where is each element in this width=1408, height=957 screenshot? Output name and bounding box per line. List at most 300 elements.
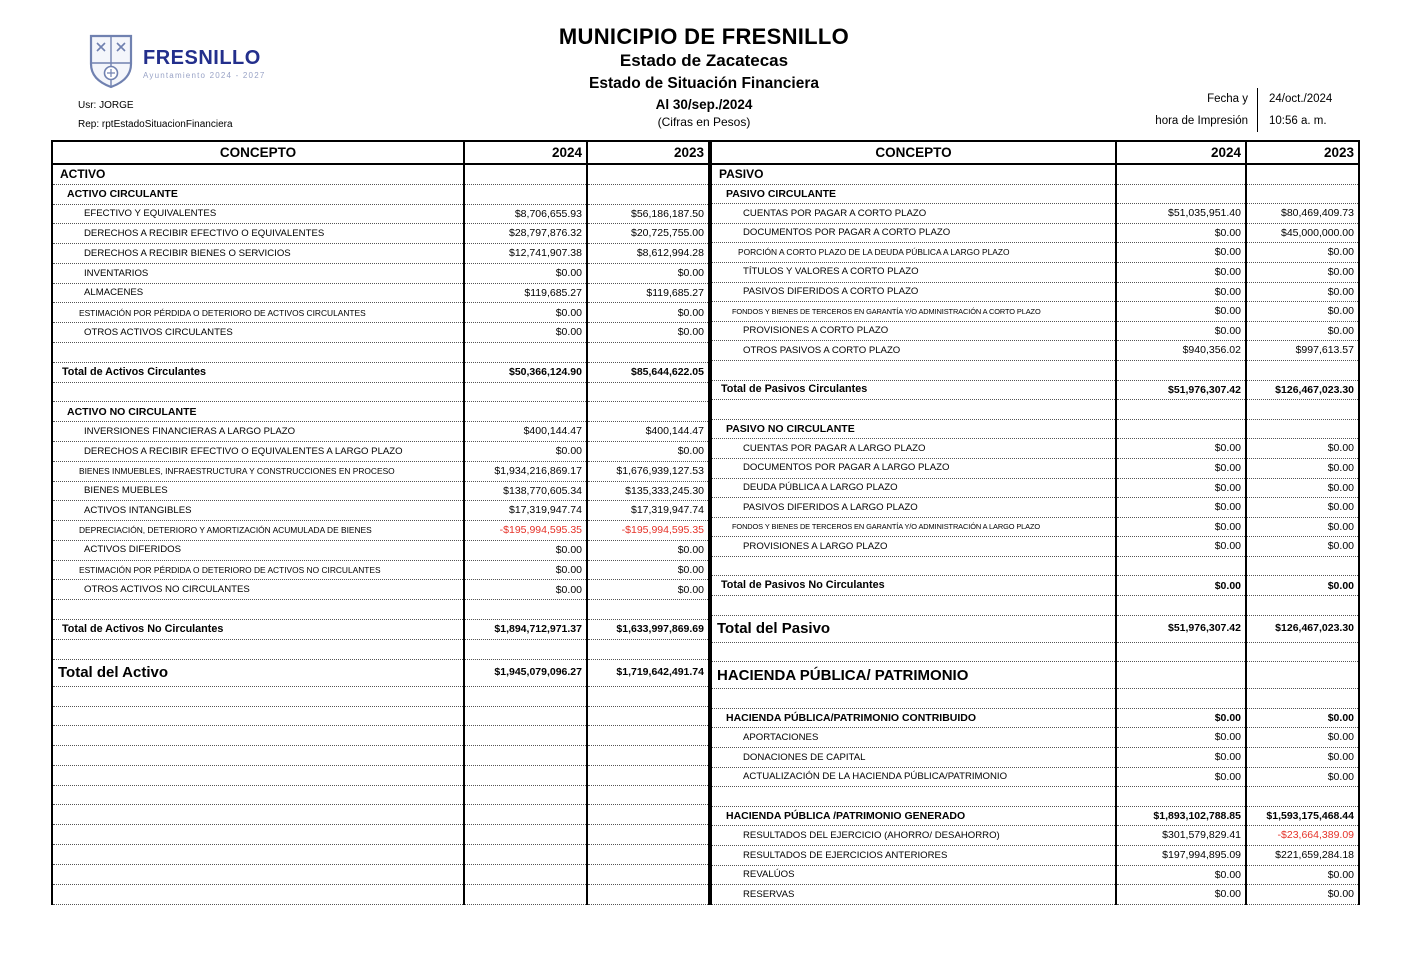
value-2023-cell (587, 825, 709, 845)
value-2024-cell: $0.00 (1116, 885, 1246, 905)
table-row (711, 498, 1359, 518)
value-2023-cell (1246, 419, 1359, 439)
print-label-line2: hora de Impresión (1155, 115, 1248, 127)
value-2023-cell: $85,644,622.05 (587, 362, 709, 382)
concept-cell: CUENTAS POR PAGAR A LARGO PLAZO (711, 439, 1116, 459)
value-2023-cell: $0.00 (587, 441, 709, 461)
concept-cell: PROVISIONES A LARGO PLAZO (711, 537, 1116, 557)
concept-cell: Total de Activos Circulantes (52, 362, 464, 382)
value-2023-cell: $119,685.27 (587, 283, 709, 303)
table-row (711, 380, 1359, 400)
value-2023-cell (587, 805, 709, 825)
table-row (711, 826, 1359, 846)
table-row (711, 262, 1359, 282)
value-2024-cell (1116, 556, 1246, 576)
table-row (711, 223, 1359, 243)
value-2023-cell: $0.00 (1246, 767, 1359, 787)
table-row (52, 560, 709, 580)
concept-cell (711, 596, 1116, 616)
concept-cell: BIENES MUEBLES (52, 481, 464, 501)
table-row (52, 263, 709, 283)
concept-cell: DOCUMENTOS POR PAGAR A CORTO PLAZO (711, 223, 1116, 243)
value-2023-cell: $80,469,409.73 (1246, 204, 1359, 224)
value-2024-cell (1116, 642, 1246, 662)
concept-cell: ACTIVO NO CIRCULANTE (52, 402, 464, 422)
value-2024-cell: -$195,994,595.35 (464, 521, 587, 541)
value-2024-cell: $0.00 (1116, 748, 1246, 768)
concept-cell: Total de Pasivos No Circulantes (711, 576, 1116, 596)
concept-cell: ESTIMACIÓN POR PÉRDIDA O DETERIORO DE ACTIVOS NO CIRCULANTES (52, 560, 464, 580)
value-2023-cell: $1,719,642,491.74 (587, 659, 709, 686)
value-2023-cell: $0.00 (587, 323, 709, 343)
print-label-line1: Fecha y (1207, 93, 1248, 105)
value-2023-cell (1246, 164, 1359, 184)
concept-cell: Total del Pasivo (711, 615, 1116, 642)
table-row (52, 402, 709, 422)
value-2024-cell: $28,797,876.32 (464, 224, 587, 244)
value-2024-cell: $1,893,102,788.85 (1116, 806, 1246, 826)
value-2024-cell: $0.00 (1116, 517, 1246, 537)
value-2024-cell: $0.00 (1116, 498, 1246, 518)
value-2023-cell (587, 864, 709, 884)
title-estado: Estado de Zacatecas (619, 51, 789, 70)
value-2023-cell: $1,593,175,468.44 (1246, 806, 1359, 826)
table-row (711, 806, 1359, 826)
header-2024: 2024 (464, 141, 587, 164)
concept-cell: Total de Pasivos Circulantes (711, 380, 1116, 400)
value-2024-cell (464, 184, 587, 204)
value-2023-cell (587, 382, 709, 402)
table-row (52, 244, 709, 264)
value-2023-cell (1246, 662, 1359, 689)
concept-cell (711, 642, 1116, 662)
value-2024-cell: $50,366,124.90 (464, 362, 587, 382)
value-2024-cell (464, 726, 587, 746)
table-row (52, 422, 709, 442)
value-2024-cell: $0.00 (1116, 282, 1246, 302)
value-2023-cell (1246, 400, 1359, 420)
value-2024-cell (464, 382, 587, 402)
table-row (52, 659, 709, 686)
value-2024-cell (1116, 360, 1246, 380)
value-2024-cell (464, 785, 587, 805)
table-row (52, 481, 709, 501)
value-2024-cell (464, 746, 587, 766)
empty-row (711, 360, 1359, 380)
title-date: Al 30/sep./2024 (655, 96, 753, 112)
concept-cell: PASIVO (711, 164, 1116, 184)
value-2023-cell: $0.00 (1246, 321, 1359, 341)
concept-cell (52, 785, 464, 805)
concept-cell (711, 360, 1116, 380)
value-2023-cell (587, 726, 709, 746)
concept-cell: EFECTIVO Y EQUIVALENTES (52, 204, 464, 224)
table-row (711, 846, 1359, 866)
value-2024-cell: $0.00 (464, 540, 587, 560)
value-2024-cell (464, 864, 587, 884)
value-2023-cell: $0.00 (1246, 478, 1359, 498)
concept-cell: PASIVOS DIFERIDOS A LARGO PLAZO (711, 498, 1116, 518)
table-header-row (711, 141, 1359, 164)
concept-cell (711, 556, 1116, 576)
table-row (711, 164, 1359, 184)
value-2024-cell: $0.00 (1116, 262, 1246, 282)
value-2024-cell (1116, 164, 1246, 184)
table-row (711, 748, 1359, 768)
value-2023-cell (1246, 556, 1359, 576)
concept-cell: DONACIONES DE CAPITAL (711, 748, 1116, 768)
table-row (52, 461, 709, 481)
value-2024-cell: $0.00 (464, 560, 587, 580)
value-2024-cell (464, 706, 587, 726)
value-2024-cell: $138,770,605.34 (464, 481, 587, 501)
empty-row (711, 556, 1359, 576)
table-row (711, 243, 1359, 263)
value-2024-cell: $0.00 (1116, 708, 1246, 728)
table-row (711, 204, 1359, 224)
table-row (52, 323, 709, 343)
print-date: 24/oct./2024 (1269, 93, 1333, 105)
concept-cell: INVENTARIOS (52, 263, 464, 283)
concept-cell: PROVISIONES A CORTO PLAZO (711, 321, 1116, 341)
empty-row (52, 726, 709, 746)
value-2023-cell: $135,333,245.30 (587, 481, 709, 501)
value-2023-cell (1246, 642, 1359, 662)
value-2023-cell (587, 706, 709, 726)
value-2024-cell (464, 805, 587, 825)
concept-cell: PASIVOS DIFERIDOS A CORTO PLAZO (711, 282, 1116, 302)
concept-cell: OTROS ACTIVOS CIRCULANTES (52, 323, 464, 343)
header-2023: 2023 (587, 141, 709, 164)
table-row (711, 478, 1359, 498)
table-row (711, 767, 1359, 787)
table-row (711, 708, 1359, 728)
concept-cell: HACIENDA PÚBLICA/ PATRIMONIO (711, 662, 1116, 689)
value-2023-cell (587, 184, 709, 204)
value-2024-cell: $0.00 (1116, 458, 1246, 478)
value-2023-cell: $0.00 (587, 303, 709, 323)
value-2023-cell: $0.00 (1246, 728, 1359, 748)
table-row (52, 303, 709, 323)
concept-cell: ACTIVO CIRCULANTE (52, 184, 464, 204)
value-2023-cell: $126,467,023.30 (1246, 615, 1359, 642)
report-line: Rep: rptEstadoSituacionFinanciera (78, 119, 233, 130)
value-2024-cell (1116, 787, 1246, 807)
print-info-values (1257, 88, 1359, 132)
value-2023-cell: $45,000,000.00 (1246, 223, 1359, 243)
value-2023-cell: $56,186,187.50 (587, 204, 709, 224)
value-2023-cell (1246, 360, 1359, 380)
value-2023-cell: $0.00 (1246, 865, 1359, 885)
table-row (52, 619, 709, 639)
balance-tables (51, 140, 1360, 905)
value-2024-cell: $400,144.47 (464, 422, 587, 442)
value-2024-cell: $0.00 (464, 303, 587, 323)
value-2023-cell: $400,144.47 (587, 422, 709, 442)
concept-cell: ACTIVOS INTANGIBLES (52, 501, 464, 521)
value-2023-cell (1246, 787, 1359, 807)
concept-cell (52, 382, 464, 402)
value-2023-cell: $8,612,994.28 (587, 244, 709, 264)
value-2023-cell (587, 600, 709, 620)
value-2023-cell: $0.00 (1246, 439, 1359, 459)
value-2023-cell (1246, 689, 1359, 709)
concept-cell: ACTUALIZACIÓN DE LA HACIENDA PÚBLICA/PATRIMONIO (711, 767, 1116, 787)
value-2024-cell: $17,319,947.74 (464, 501, 587, 521)
table-row (711, 321, 1359, 341)
value-2023-cell: $17,319,947.74 (587, 501, 709, 521)
value-2024-cell (1116, 400, 1246, 420)
value-2024-cell: $0.00 (1116, 728, 1246, 748)
empty-row (52, 600, 709, 620)
concept-cell: PORCIÓN A CORTO PLAZO DE LA DEUDA PÚBLICA A LARGO PLAZO (711, 243, 1116, 263)
table-row (52, 184, 709, 204)
concept-cell (52, 746, 464, 766)
value-2023-cell (587, 402, 709, 422)
empty-row (52, 639, 709, 659)
header-2024: 2024 (1116, 141, 1246, 164)
concept-cell: DOCUMENTOS POR PAGAR A LARGO PLAZO (711, 458, 1116, 478)
value-2023-cell (1246, 184, 1359, 204)
value-2024-cell: $0.00 (1116, 767, 1246, 787)
value-2024-cell: $0.00 (1116, 223, 1246, 243)
logo-title: FRESNILLO (143, 46, 261, 69)
concept-cell (52, 726, 464, 746)
header-concepto: CONCEPTO (52, 141, 464, 164)
concept-cell (52, 805, 464, 825)
table-row (711, 439, 1359, 459)
header-2023: 2023 (1246, 141, 1359, 164)
empty-row (52, 864, 709, 884)
value-2024-cell: $0.00 (464, 263, 587, 283)
value-2023-cell (587, 639, 709, 659)
value-2024-cell (1116, 419, 1246, 439)
concept-cell: INVERSIONES FINANCIERAS A LARGO PLAZO (52, 422, 464, 442)
concept-cell (52, 765, 464, 785)
concept-cell (711, 787, 1116, 807)
concept-cell: TÍTULOS Y VALORES A CORTO PLAZO (711, 262, 1116, 282)
concept-cell: Total de Activos No Circulantes (52, 619, 464, 639)
value-2023-cell: $0.00 (1246, 517, 1359, 537)
value-2024-cell: $0.00 (1116, 243, 1246, 263)
value-2024-cell: $0.00 (1116, 478, 1246, 498)
concept-cell: RESULTADOS DEL EJERCICIO (AHORRO/ DESAHORRO) (711, 826, 1116, 846)
table-row (711, 341, 1359, 361)
print-info-labels (1155, 88, 1257, 132)
pasivo-patrimonio-table (710, 140, 1360, 905)
logo-subtitle: Ayuntamiento 2024 - 2027 (143, 70, 266, 80)
value-2023-cell: $221,659,284.18 (1246, 846, 1359, 866)
empty-row (52, 746, 709, 766)
value-2023-cell: $0.00 (1246, 243, 1359, 263)
table-row (52, 580, 709, 600)
concept-cell: DEUDA PÚBLICA A LARGO PLAZO (711, 478, 1116, 498)
table-header-row (52, 141, 709, 164)
concept-cell: Total del Activo (52, 659, 464, 686)
empty-row (52, 382, 709, 402)
table-row (711, 885, 1359, 905)
value-2024-cell: $0.00 (464, 441, 587, 461)
concept-cell (711, 400, 1116, 420)
value-2024-cell: $119,685.27 (464, 283, 587, 303)
table-row (711, 517, 1359, 537)
concept-cell: DERECHOS A RECIBIR EFECTIVO O EQUIVALENTES A LARGO PLAZO (52, 441, 464, 461)
concept-cell: FONDOS Y BIENES DE TERCEROS EN GARANTÍA Y/O ADMINISTRACIÓN A LARGO PLAZO (711, 517, 1116, 537)
value-2024-cell: $51,976,307.42 (1116, 615, 1246, 642)
value-2023-cell: $0.00 (1246, 708, 1359, 728)
concept-cell (52, 825, 464, 845)
value-2024-cell: $0.00 (1116, 537, 1246, 557)
value-2023-cell (587, 845, 709, 865)
concept-cell (52, 600, 464, 620)
value-2023-cell (587, 785, 709, 805)
table-row (52, 224, 709, 244)
table-row (52, 441, 709, 461)
table-row (711, 419, 1359, 439)
empty-row (711, 596, 1359, 616)
concept-cell: FONDOS Y BIENES DE TERCEROS EN GARANTÍA Y/O ADMINISTRACIÓN A CORTO PLAZO (711, 302, 1116, 322)
table-row (711, 282, 1359, 302)
table-row (711, 458, 1359, 478)
value-2023-cell: $1,676,939,127.53 (587, 461, 709, 481)
value-2023-cell: $20,725,755.00 (587, 224, 709, 244)
table-row (711, 865, 1359, 885)
value-2023-cell: $0.00 (1246, 262, 1359, 282)
value-2023-cell: $0.00 (587, 560, 709, 580)
value-2024-cell: $1,894,712,971.37 (464, 619, 587, 639)
value-2023-cell (1246, 596, 1359, 616)
value-2023-cell: $0.00 (1246, 748, 1359, 768)
value-2024-cell: $0.00 (1116, 439, 1246, 459)
value-2023-cell: -$195,994,595.35 (587, 521, 709, 541)
concept-cell (52, 686, 464, 706)
concept-cell: REVALÚOS (711, 865, 1116, 885)
value-2023-cell: $1,633,997,869.69 (587, 619, 709, 639)
table-row (52, 204, 709, 224)
empty-row (52, 884, 709, 904)
value-2024-cell: $51,035,951.40 (1116, 204, 1246, 224)
value-2024-cell: $1,934,216,869.17 (464, 461, 587, 481)
concept-cell (52, 864, 464, 884)
value-2024-cell (464, 343, 587, 363)
empty-row (52, 343, 709, 363)
value-2023-cell (587, 765, 709, 785)
value-2024-cell: $0.00 (464, 580, 587, 600)
value-2023-cell (587, 164, 709, 184)
concept-cell (52, 884, 464, 904)
value-2024-cell: $0.00 (464, 323, 587, 343)
concept-cell: ACTIVOS DIFERIDOS (52, 540, 464, 560)
empty-row (52, 686, 709, 706)
table-row (52, 283, 709, 303)
value-2024-cell: $51,976,307.42 (1116, 380, 1246, 400)
value-2024-cell: $0.00 (1116, 321, 1246, 341)
empty-row (711, 689, 1359, 709)
table-row (52, 521, 709, 541)
value-2023-cell: $0.00 (1246, 282, 1359, 302)
value-2024-cell (464, 164, 587, 184)
concept-cell: RESERVAS (711, 885, 1116, 905)
value-2024-cell (1116, 596, 1246, 616)
value-2023-cell: $0.00 (1246, 537, 1359, 557)
print-info (1155, 88, 1359, 132)
concept-cell: HACIENDA PÚBLICA/PATRIMONIO CONTRIBUIDO (711, 708, 1116, 728)
title-municipio: MUNICIPIO DE FRESNILLO (558, 24, 850, 49)
empty-row (52, 825, 709, 845)
value-2023-cell: $0.00 (1246, 458, 1359, 478)
table-row (52, 164, 709, 184)
table-row (711, 615, 1359, 642)
value-2024-cell: $197,994,895.09 (1116, 846, 1246, 866)
value-2023-cell: -$23,664,389.09 (1246, 826, 1359, 846)
value-2024-cell (464, 639, 587, 659)
concept-cell: DERECHOS A RECIBIR EFECTIVO O EQUIVALENTES (52, 224, 464, 244)
value-2023-cell (587, 746, 709, 766)
value-2023-cell: $0.00 (587, 580, 709, 600)
value-2024-cell: $0.00 (1116, 302, 1246, 322)
concept-cell: RESULTADOS DE EJERCICIOS ANTERIORES (711, 846, 1116, 866)
value-2024-cell (464, 884, 587, 904)
concept-cell: PASIVO NO CIRCULANTE (711, 419, 1116, 439)
value-2024-cell (464, 765, 587, 785)
concept-cell: OTROS ACTIVOS NO CIRCULANTES (52, 580, 464, 600)
value-2023-cell: $0.00 (1246, 498, 1359, 518)
concept-cell: CUENTAS POR PAGAR A CORTO PLAZO (711, 204, 1116, 224)
value-2023-cell: $0.00 (1246, 576, 1359, 596)
concept-cell (711, 689, 1116, 709)
concept-cell: DERECHOS A RECIBIR BIENES O SERVICIOS (52, 244, 464, 264)
empty-row (52, 845, 709, 865)
empty-row (711, 787, 1359, 807)
table-row (711, 302, 1359, 322)
value-2023-cell (587, 884, 709, 904)
value-2024-cell (464, 686, 587, 706)
table-row (711, 184, 1359, 204)
concept-cell: ALMACENES (52, 283, 464, 303)
concept-cell (52, 639, 464, 659)
value-2023-cell: $0.00 (587, 540, 709, 560)
table-row (711, 537, 1359, 557)
print-time: 10:56 a. m. (1269, 115, 1327, 127)
empty-row (711, 400, 1359, 420)
header-concepto: CONCEPTO (711, 141, 1116, 164)
table-row (52, 540, 709, 560)
empty-row (52, 706, 709, 726)
empty-row (52, 785, 709, 805)
value-2024-cell (464, 825, 587, 845)
empty-row (52, 805, 709, 825)
value-2024-cell: $940,356.02 (1116, 341, 1246, 361)
value-2023-cell: $126,467,023.30 (1246, 380, 1359, 400)
value-2024-cell: $301,579,829.41 (1116, 826, 1246, 846)
value-2024-cell: $12,741,907.38 (464, 244, 587, 264)
value-2023-cell: $0.00 (587, 263, 709, 283)
table-row (711, 662, 1359, 689)
concept-cell (52, 343, 464, 363)
activo-table (51, 140, 710, 905)
value-2023-cell (587, 343, 709, 363)
empty-row (711, 642, 1359, 662)
empty-row (52, 765, 709, 785)
concept-cell: ACTIVO (52, 164, 464, 184)
value-2023-cell: $997,613.57 (1246, 341, 1359, 361)
value-2024-cell (464, 402, 587, 422)
value-2023-cell (587, 686, 709, 706)
user-line: Usr: JORGE (78, 100, 134, 111)
concept-cell (52, 706, 464, 726)
value-2024-cell (464, 845, 587, 865)
value-2024-cell (1116, 689, 1246, 709)
